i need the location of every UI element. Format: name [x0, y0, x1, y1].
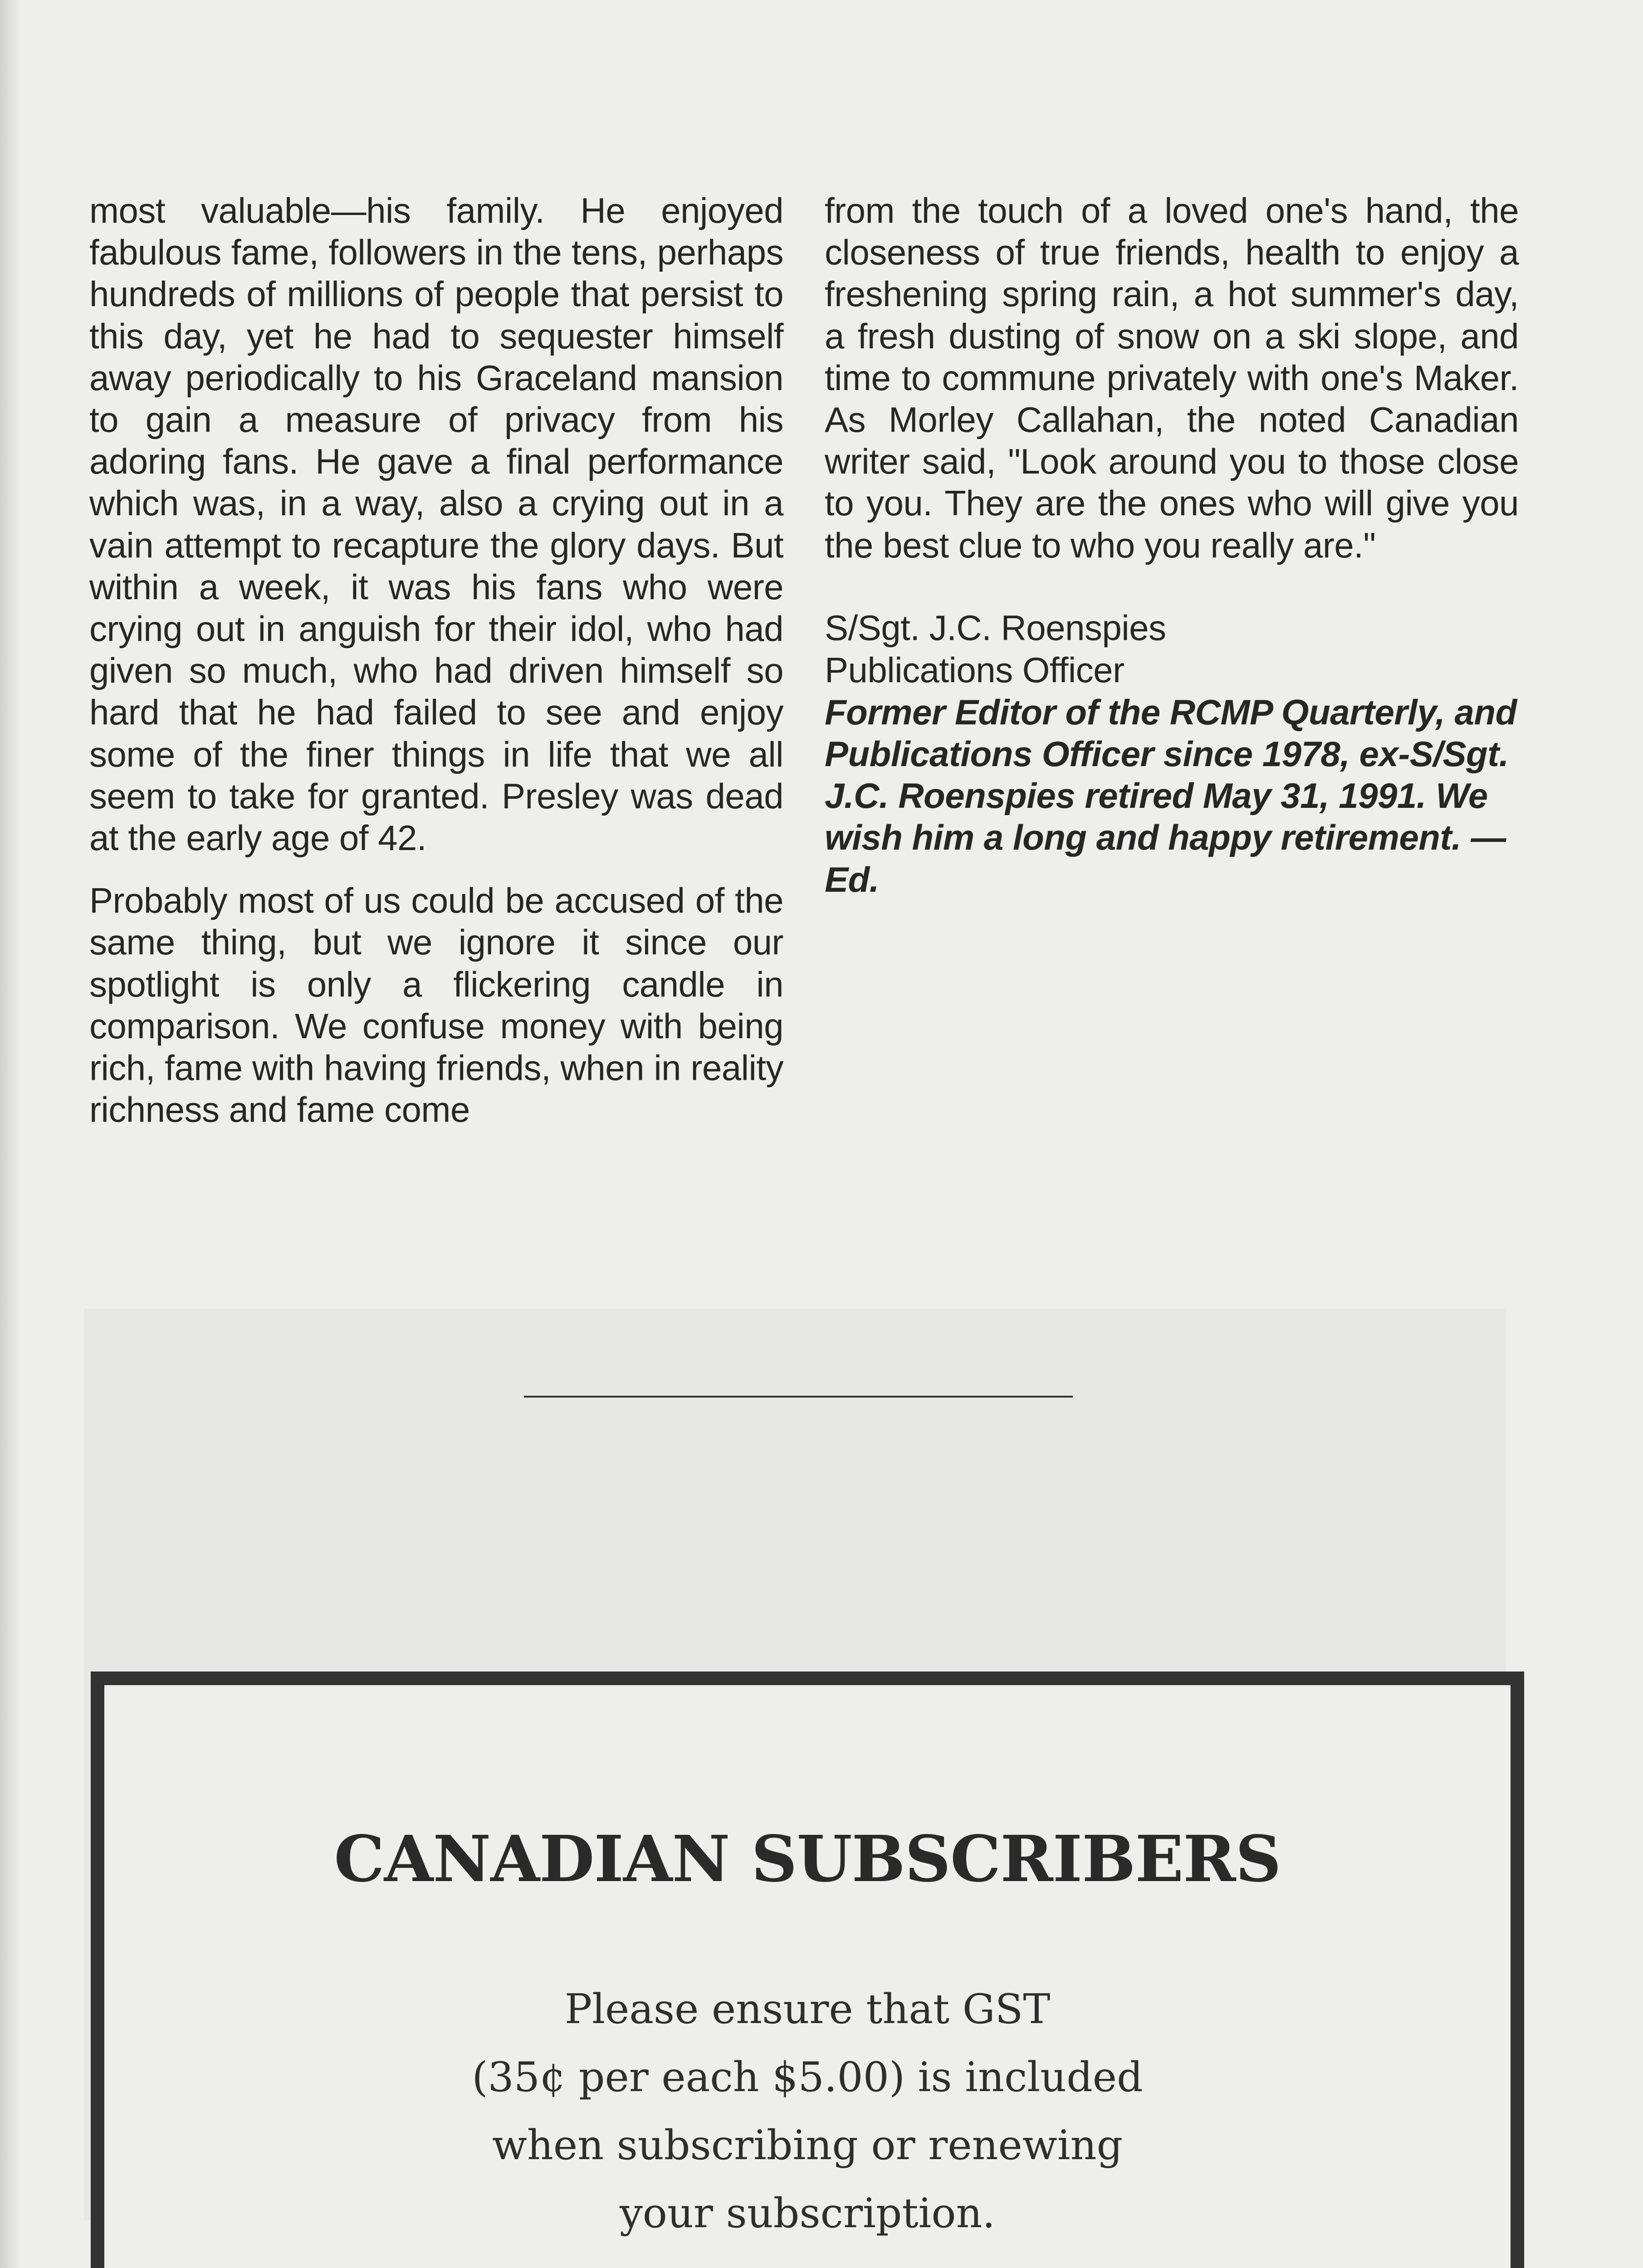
body-paragraph: most valuable—his family. He enjoyed fabulous fame, followers in the tens, perhaps hundreds of millions of people that persist to this day, yet he had to sequester himself away periodically to his Graceland mansion to gain a measure of privacy from his adoring fans. He gave a final performance which was, in a way, also a crying out in a vain attempt to recapture the glory days. But within a week, it was his fans who were crying out in anguish for their idol, who had given so much, who had driven himself so hard that he had failed to see and enjoy some of the finer things in life that we all seem to take for granted. Presley was dead at the early age of 42.: [89, 191, 783, 858]
signature-block: [825, 607, 1519, 691]
subscriber-notice-box: [91, 1672, 1524, 2268]
notice-line: Please ensure that GST: [564, 1985, 1051, 2033]
signature-name: S/Sgt. J.C. Roenspies: [825, 607, 1166, 648]
left-column: [89, 190, 783, 1130]
right-column: [825, 190, 1519, 900]
notice-title: CANADIAN SUBSCRIBERS: [334, 1822, 1281, 1897]
editor-note: Former Editor of the RCMP Quarterly, and Publications Officer since 1978, ex-S/Sgt. J.C. Roenspies retired May 31, 1991. We wish him a long and happy retirement. — Ed.: [825, 692, 1517, 899]
page-spine-shadow: [0, 0, 21, 2268]
notice-line: when subscribing or renewing: [492, 2121, 1123, 2169]
notice-body: [104, 1975, 1511, 2248]
signature-title: Publications Officer: [825, 650, 1125, 690]
notice-line: (35¢ per each $5.00) is included: [472, 2053, 1143, 2101]
section-divider: [524, 1396, 1073, 1398]
body-paragraph: Probably most of us could be accused of the same thing, but we ignore it since our spotlight is only a flickering candle in comparison. We confuse money with being rich, fame with having friends, when in reality richness and fame come: [89, 880, 783, 1130]
notice-line: your subscription.: [619, 2190, 996, 2237]
body-paragraph: from the touch of a loved one's hand, the closeness of true friends, health to enjoy a freshening spring rain, a hot summer's day, a fresh dusting of snow on a ski slope, and time to commune privately with one's Maker. As Morley Callahan, the noted Canadian writer said, "Look around you to those close to you. They are the ones who will give you the best clue to who you really are.": [825, 191, 1519, 565]
